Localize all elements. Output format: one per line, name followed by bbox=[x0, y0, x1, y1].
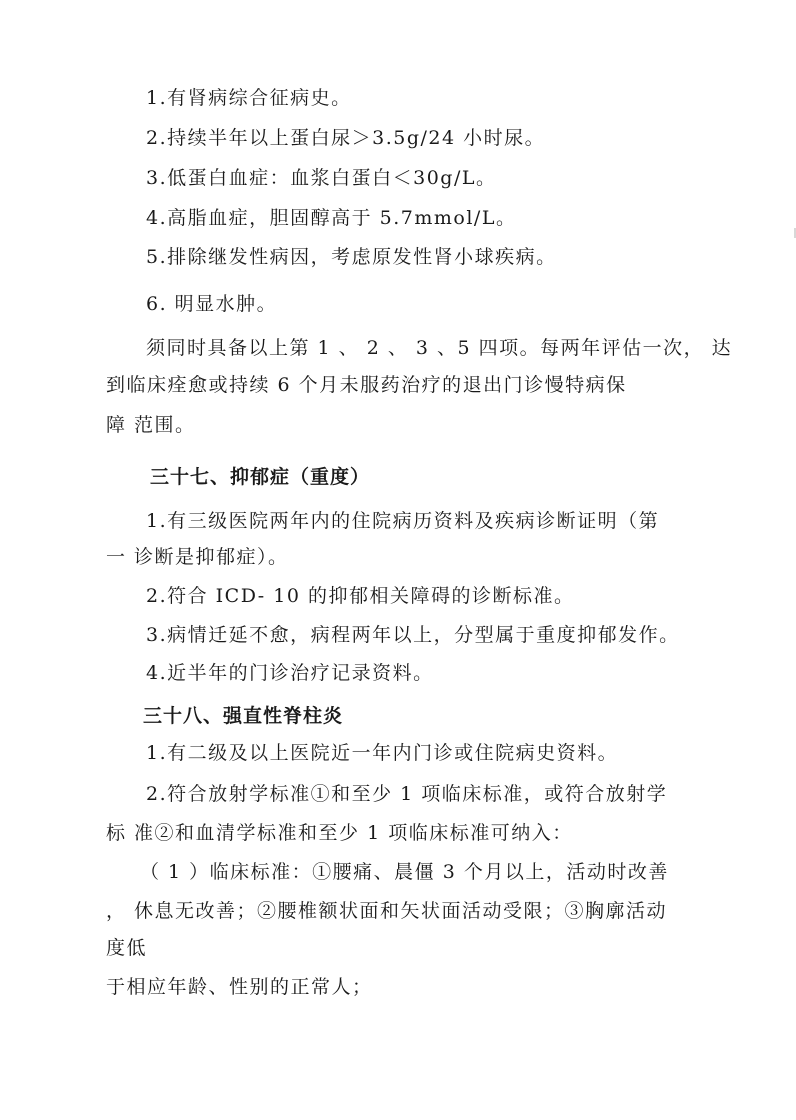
requirement-paragraph-line-3: 障 范围。 bbox=[106, 414, 196, 436]
criterion-6: 6. 明显水肿。 bbox=[146, 293, 278, 315]
clinical-criteria-line-1: （ 1 ）临床标准：①腰痛、晨僵 3 个月以上，活动时改善 bbox=[140, 861, 669, 883]
criterion-4: 4.高脂血症，胆固醇高于 5.7mmol/L。 bbox=[146, 207, 517, 229]
requirement-paragraph-line-2: 到临床痊愈或持续 6 个月未服药治疗的退出门诊慢特病保 bbox=[106, 374, 627, 396]
section-37-item-3: 3.病情迁延不愈，病程两年以上，分型属于重度抑郁发作。 bbox=[146, 624, 680, 646]
requirement-paragraph-line-1: 须同时具备以上第 1 、 2 、 3 、5 四项。每两年评估一次， 达 bbox=[146, 337, 733, 359]
criterion-5: 5.排除继发性病因，考虑原发性肾小球疾病。 bbox=[146, 246, 557, 268]
section-37-item-2: 2.符合 ICD- 10 的抑郁相关障碍的诊断标准。 bbox=[146, 585, 575, 607]
section-37-item-4: 4.近半年的门诊治疗记录资料。 bbox=[146, 662, 434, 684]
clinical-criteria-line-2: ， 休息无改善；②腰椎额状面和矢状面活动受限；③胸廓活动 bbox=[106, 900, 668, 922]
section-heading-37: 三十七、抑郁症（重度） bbox=[150, 466, 371, 488]
section-38-item-2-line-1: 2.符合放射学标准①和至少 1 项临床标准，或符合放射学 bbox=[146, 783, 668, 805]
clinical-criteria-line-3: 度低 bbox=[106, 937, 148, 959]
section-38-item-1: 1.有二级及以上医院近一年内门诊或住院病史资料。 bbox=[146, 742, 619, 764]
section-heading-38: 三十八、强直性脊柱炎 bbox=[143, 705, 344, 727]
section-37-item-1-line-2: 一 诊断是抑郁症）。 bbox=[106, 546, 289, 568]
clinical-criteria-line-4: 于相应年龄、性别的正常人； bbox=[106, 976, 373, 998]
criterion-2: 2.持续半年以上蛋白尿＞3.5g/24 小时尿。 bbox=[146, 127, 546, 149]
criterion-3: 3.低蛋白血症：血浆白蛋白＜30g/L。 bbox=[146, 167, 497, 189]
section-38-item-2-line-2: 标 准②和血清学标准和至少 1 项临床标准可纳入： bbox=[106, 822, 573, 844]
section-37-item-1-line-1: 1.有三级医院两年内的住院病历资料及疾病诊断证明（第 bbox=[146, 510, 660, 532]
criterion-1: 1.有肾病综合征病史。 bbox=[146, 87, 352, 109]
